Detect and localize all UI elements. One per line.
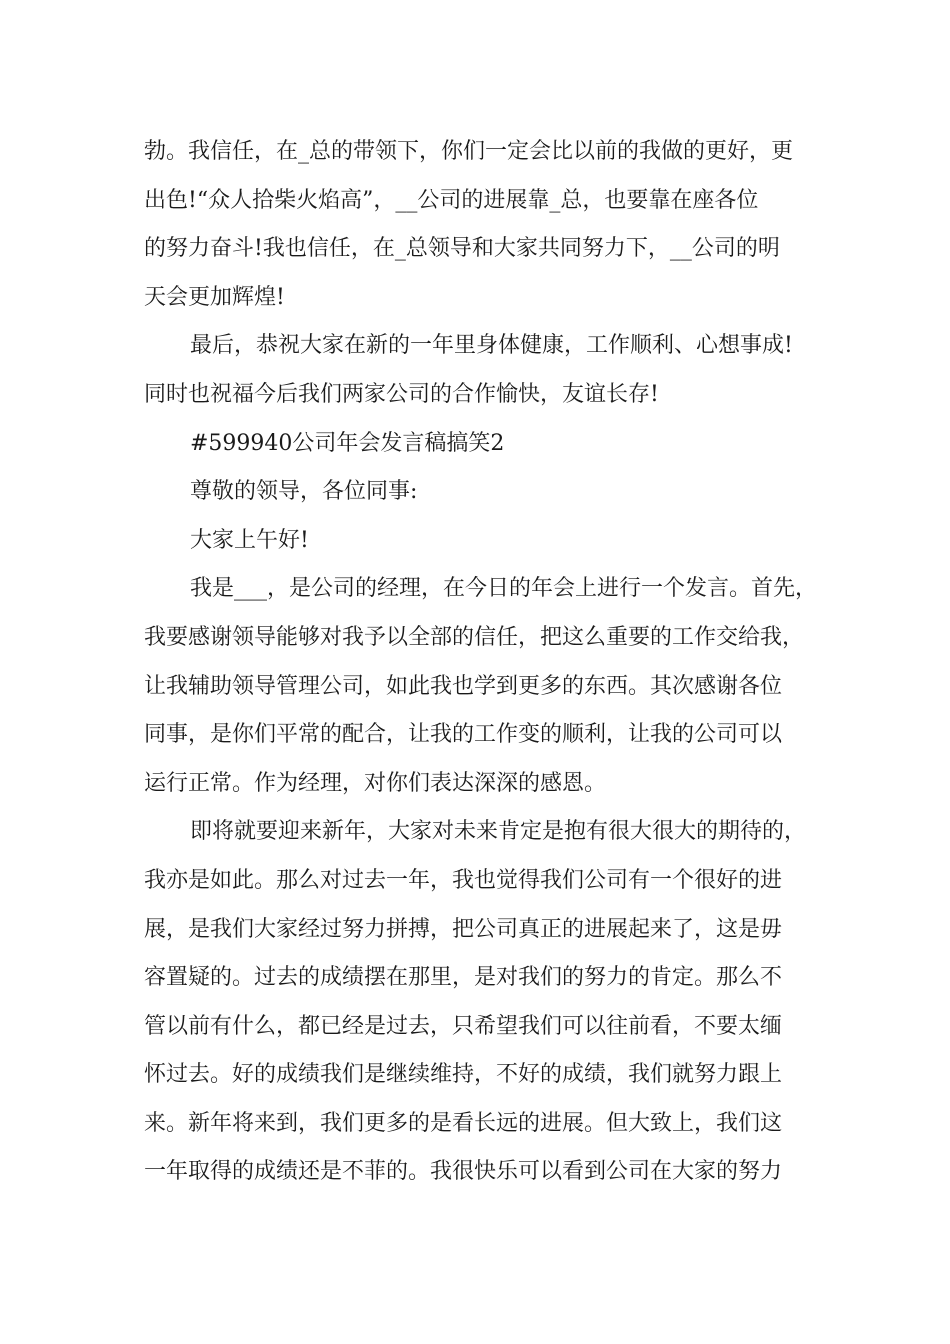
text-line: 一年取得的成绩还是不菲的。我很快乐可以看到公司在大家的努力 [144,1159,783,1185]
text-line: 运行正常。作为经理，对你们表达深深的感恩。 [144,770,607,796]
text-line: 最后，恭祝大家在新的一年里身体健康，工作顺利、心想事成! [190,333,793,359]
text-line: 即将就要迎来新年，大家对未来肯定是抱有很大很大的期待的， [190,819,807,845]
text-line: 同时也祝福今后我们两家公司的合作愉快，友谊长存! [144,381,659,407]
text-line: 让我辅助领导管理公司，如此我也学到更多的东西。其次感谢各位 [144,673,783,699]
heading-text: #599940公司年会发言稿搞笑2 [190,430,505,456]
greeting-text: 大家上午好! [190,527,309,553]
section-heading [144,420,810,469]
text-line: 管以前有什么，都已经是过去，只希望我们可以往前看，不要太缅 [144,1013,783,1039]
text-line: 怀过去。好的成绩我们是继续维持，不好的成绩，我们就努力跟上 [144,1062,783,1088]
salutation [144,468,810,517]
paragraph-continuation [144,128,810,322]
text-line: 展，是我们大家经过努力拼搏，把公司真正的进展起来了，这是毋 [144,916,783,942]
text-line: 我是___，是公司的经理，在今日的年会上进行一个发言。首先， [190,576,818,602]
text-line: 出色!“众人拾柴火焰高”，__公司的进展靠_总，也要靠在座各位 [144,187,759,213]
salutation-text: 尊敬的领导，各位同事: [190,479,418,505]
text-line: 容置疑的。过去的成绩摆在那里，是对我们的努力的肯定。那么不 [144,965,783,991]
text-line: 我亦是如此。那么对过去一年，我也觉得我们公司有一个很好的进 [144,867,783,893]
greeting [144,517,810,566]
document-page [144,128,818,1197]
text-line: 天会更加辉煌! [144,284,285,310]
text-line: 的努力奋斗!我也信任，在_总领导和大家共同努力下，__公司的明 [144,236,780,262]
paragraph-introduction [144,565,818,808]
text-line: 来。新年将来到，我们更多的是看长远的进展。但大致上，我们这 [144,1110,783,1136]
paragraph-closing-wishes [144,322,810,419]
text-line: 我要感谢领导能够对我予以全部的信任，把这么重要的工作交给我， [144,624,805,650]
text-line: 勃。我信任，在_总的带领下，你们一定会比以前的我做的更好，更 [144,139,794,164]
paragraph-new-year [144,808,810,1197]
text-line: 同事，是你们平常的配合，让我的工作变的顺利，让我的公司可以 [144,722,783,748]
